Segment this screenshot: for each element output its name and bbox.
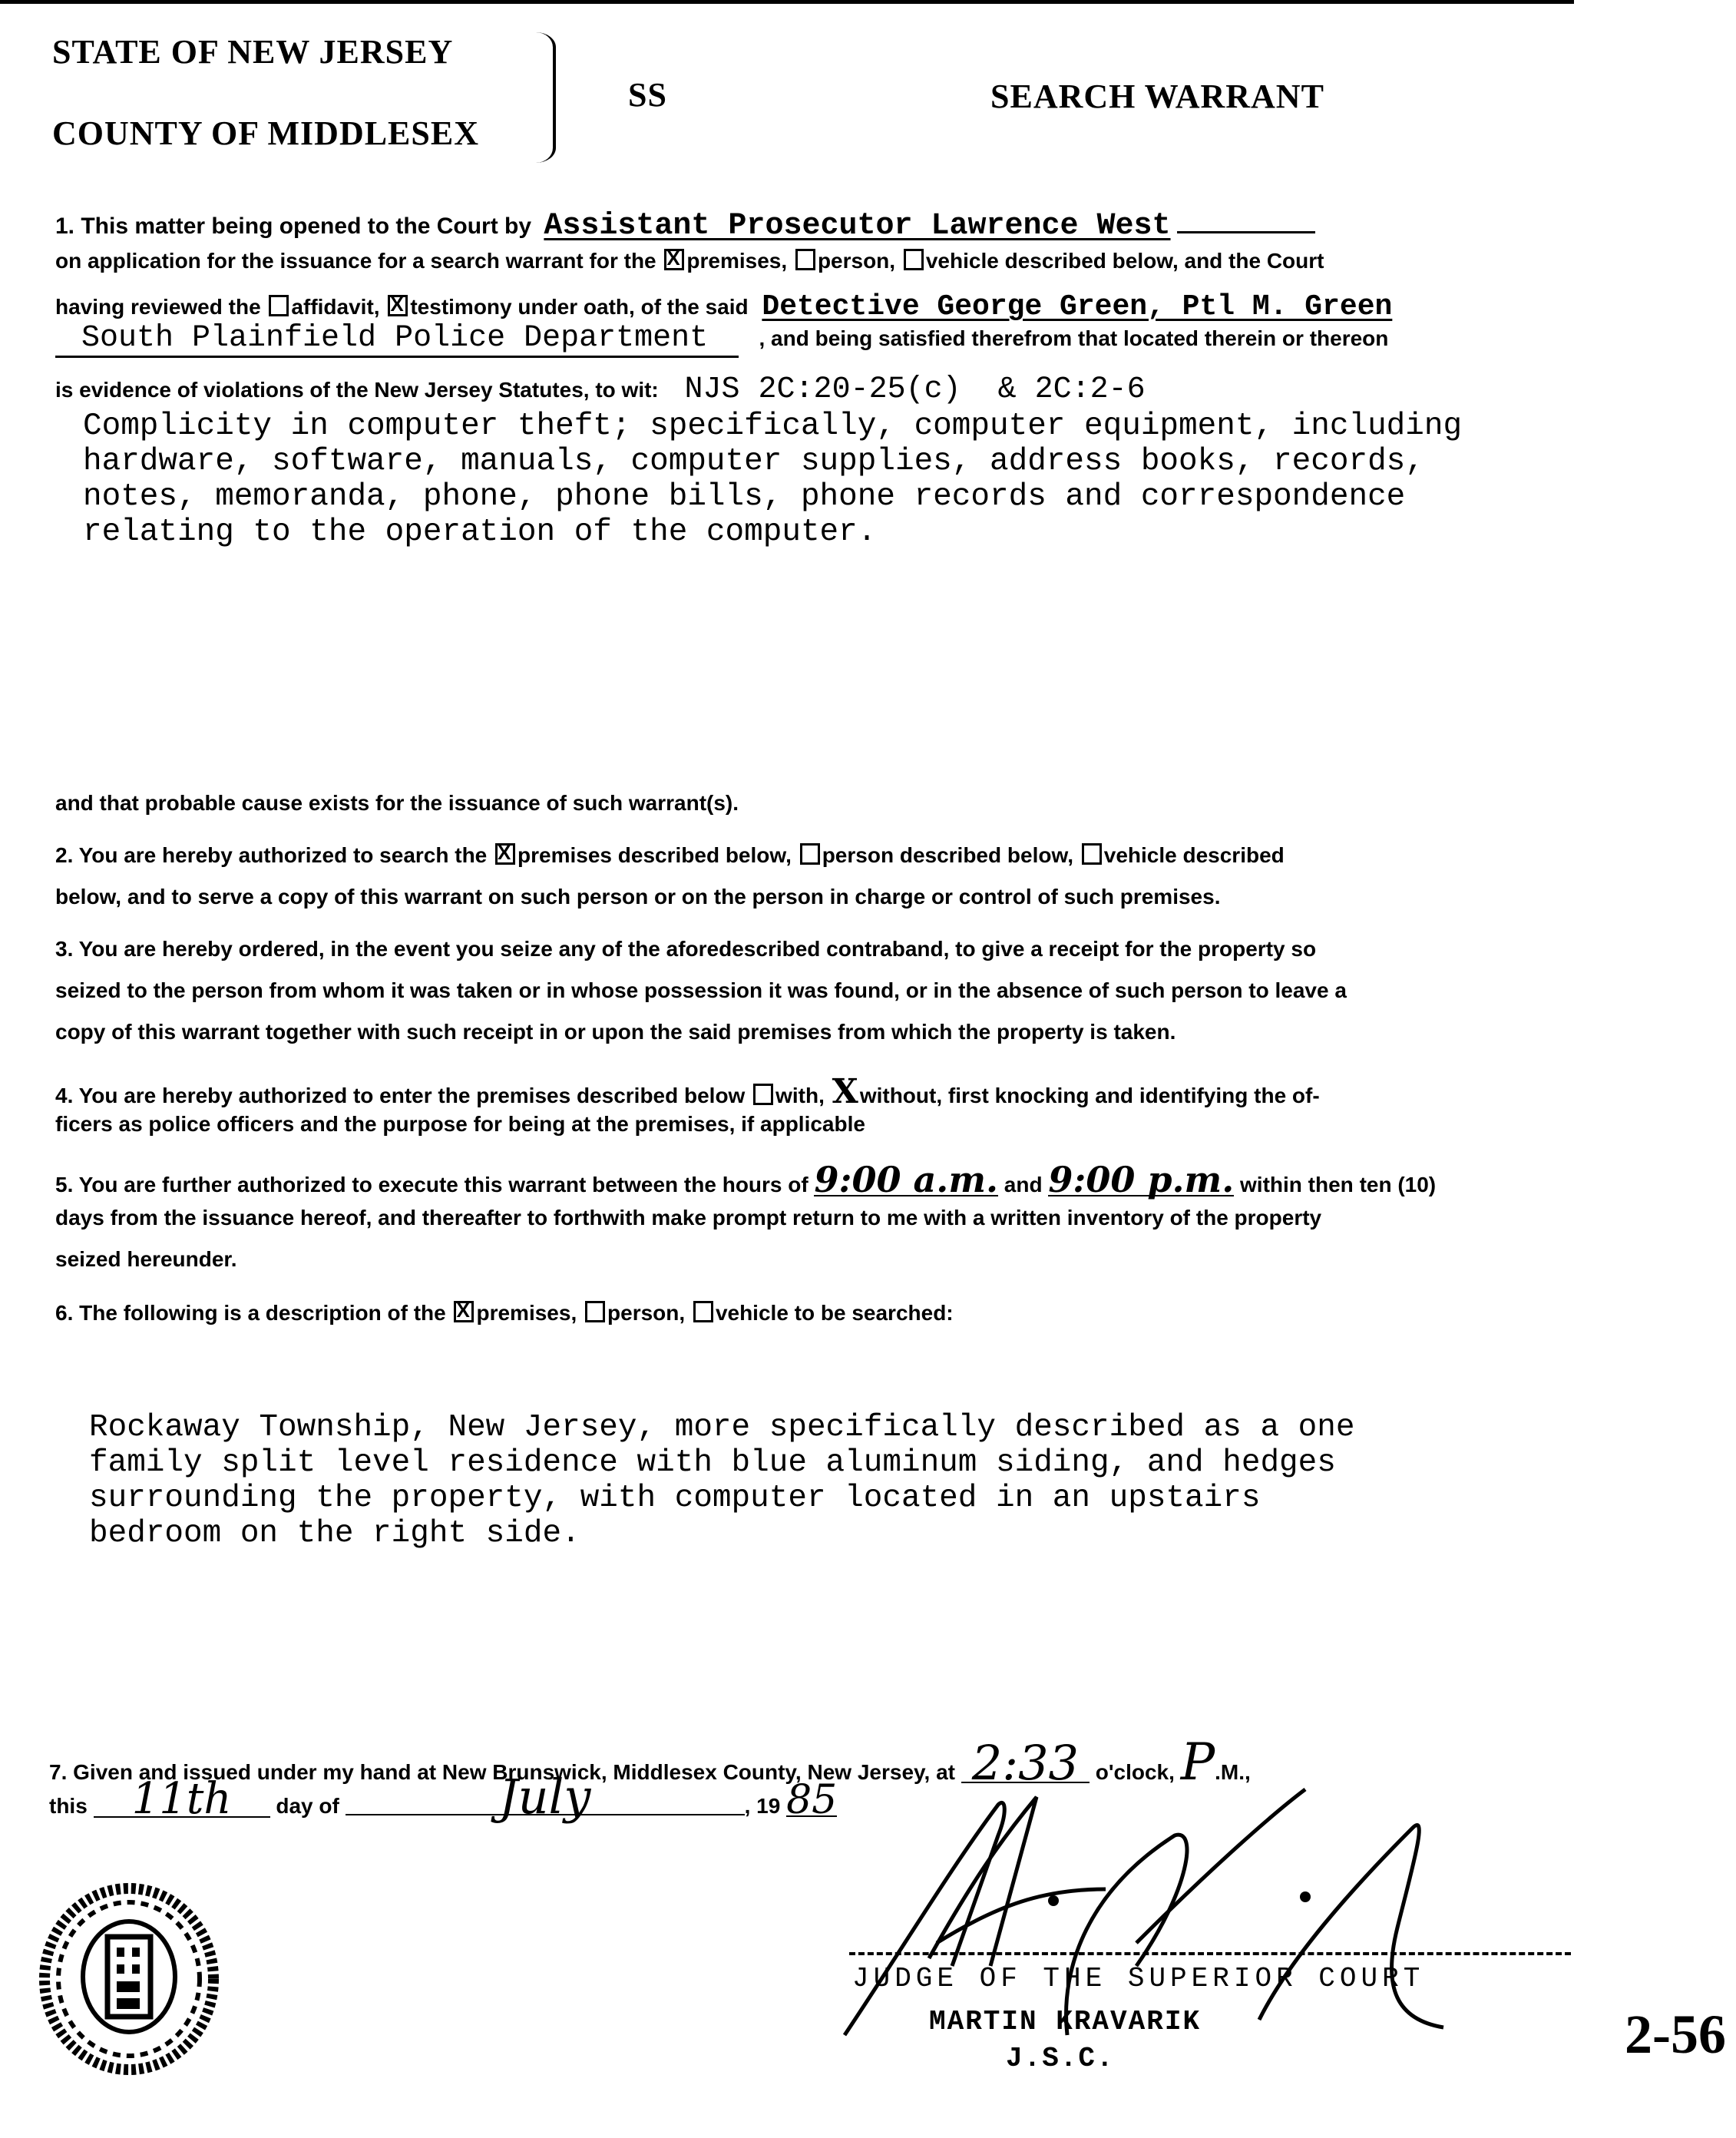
- judge-title: JUDGE OF THE SUPERIOR COURT: [852, 1963, 1425, 1994]
- year-field[interactable]: 85: [786, 1777, 838, 1823]
- p4-with-label: with,: [775, 1084, 825, 1107]
- meridiem-field[interactable]: P: [1180, 1733, 1215, 1792]
- p2-premises-checkbox[interactable]: [495, 843, 515, 865]
- year-prefix: , 19: [744, 1794, 781, 1818]
- para7-text: 7. Given and issued under my hand at New Brunswick, Middlesex County, New Jersey, at: [49, 1760, 955, 1784]
- p2-person-label: person described below,: [822, 843, 1073, 867]
- para6-text: 6. The following is a description of the: [55, 1301, 446, 1325]
- county-heading: COUNTY OF MIDDLESEX: [52, 114, 480, 152]
- p2-person-checkbox[interactable]: [800, 843, 820, 865]
- para1-closing: and that probable cause exists for the issuance of such warrant(s).: [55, 791, 739, 815]
- from-time-field[interactable]: 9:00 a.m.: [814, 1159, 999, 1200]
- para4-line1: [55, 1072, 1320, 1111]
- evidence-line: hardware, software, manuals, computer supplies, address books, records,: [83, 444, 1424, 479]
- p2-vehicle-checkbox[interactable]: [1082, 843, 1102, 865]
- p4-without-mark[interactable]: X: [832, 1072, 858, 1111]
- para5-and: and: [1004, 1173, 1043, 1196]
- ss-label: SS: [628, 76, 667, 114]
- header-brace: [536, 32, 556, 163]
- para1-line1: [55, 209, 1315, 243]
- evidence-line: relating to the operation of the computer.: [83, 515, 877, 550]
- p1-affidavit-label: affidavit,: [291, 295, 380, 319]
- state-heading: STATE OF NEW JERSEY: [52, 33, 454, 71]
- description-line: surrounding the property, with computer located in an upstairs: [89, 1481, 1261, 1516]
- para1-line4-text: , and being satisfied therefrom that located therein or thereon: [759, 326, 1389, 350]
- para3-line: 3. You are hereby ordered, in the event you seize any of the aforedescribed contraband, to give a receipt for the property so: [55, 937, 1317, 961]
- description-line: bedroom on the right side.: [89, 1516, 580, 1551]
- para1-line5-text: is evidence of violations of the New Jersey Statutes, to wit:: [55, 378, 659, 402]
- statutes-field[interactable]: NJS 2C:20-25(c) & 2C:2-6: [684, 372, 1146, 407]
- para4-text: 4. You are hereby authorized to enter the premises described below: [55, 1084, 746, 1107]
- para3-line: copy of this warrant together with such receipt in or upon the said premises from which the property is taken.: [55, 1020, 1176, 1044]
- top-border-rule: [0, 0, 1574, 4]
- day-field[interactable]: 11th: [94, 1782, 270, 1818]
- evidence-line: Complicity in computer theft; specifically, computer equipment, including: [83, 409, 1463, 444]
- description-line: family split level residence with blue aluminum siding, and hedges: [89, 1445, 1336, 1481]
- day-of-label: day of: [276, 1794, 339, 1818]
- para1-line2-text: on application for the issuance for a search warrant for the: [55, 249, 656, 273]
- para2-line2: below, and to serve a copy of this warrant on such person or on the person in charge or control of such premises.: [55, 885, 1221, 908]
- para1-line4: [55, 321, 1388, 358]
- meridiem-suffix: .M.,: [1215, 1760, 1251, 1784]
- judge-name: MARTIN KRAVARIK: [929, 2006, 1202, 2037]
- p6-person-label: person,: [607, 1301, 686, 1325]
- para5-post: within then ten (10): [1240, 1173, 1437, 1196]
- applicant-blank: [1177, 231, 1315, 233]
- para2-text: 2. You are hereby authorized to search the: [55, 843, 488, 867]
- p4-with-checkbox[interactable]: [753, 1084, 773, 1105]
- p1-affidavit-checkbox[interactable]: [269, 295, 289, 316]
- oclock-label: o'clock,: [1095, 1760, 1175, 1784]
- p1-testimony-label: testimony under oath, of the said: [410, 295, 749, 319]
- this-label: this: [49, 1794, 88, 1818]
- para6-line1: [55, 1301, 954, 1325]
- para5-line3: seized hereunder.: [55, 1247, 237, 1271]
- premises-description[interactable]: [89, 1410, 1354, 1551]
- para2-line1: [55, 843, 1285, 868]
- p6-premises-checkbox[interactable]: [454, 1301, 474, 1322]
- signature-line: [849, 1952, 1571, 1955]
- evidence-line: notes, memoranda, phone, phone bills, phone records and correspondence: [83, 479, 1406, 515]
- p1-vehicle-label: vehicle described below, and the Court: [925, 249, 1324, 273]
- para3-line: seized to the person from whom it was taken or in whose possession it was found, or in the absence of such person to leave a: [55, 978, 1347, 1002]
- p1-vehicle-checkbox[interactable]: [904, 249, 924, 270]
- month-field[interactable]: July: [346, 1780, 745, 1815]
- p6-vehicle-label: vehicle to be searched:: [715, 1301, 954, 1325]
- para1-intro: 1. This matter being opened to the Court by: [55, 213, 532, 239]
- p2-premises-label: premises described below,: [517, 843, 792, 867]
- p1-premises-label: premises,: [686, 249, 788, 273]
- page-number: 2-56: [1625, 2004, 1726, 2065]
- para5-line1: [55, 1159, 1437, 1200]
- para1-line3: [55, 290, 1392, 323]
- p6-premises-label: premises,: [476, 1301, 577, 1325]
- p1-person-label: person,: [817, 249, 896, 273]
- judge-suffix: J.S.C.: [1006, 2043, 1115, 2074]
- p6-vehicle-checkbox[interactable]: [693, 1301, 713, 1322]
- to-time-field[interactable]: 9:00 p.m.: [1048, 1159, 1235, 1200]
- para4-line2: ficers as police officers and the purpose for being at the premises, if applicable: [55, 1112, 865, 1136]
- document-title: SEARCH WARRANT: [990, 78, 1324, 115]
- evidence-description[interactable]: [83, 409, 1462, 550]
- para1-line3-text: having reviewed the: [55, 295, 261, 319]
- court-seal-icon: [37, 1883, 221, 2075]
- p1-premises-checkbox[interactable]: [664, 249, 684, 270]
- p1-testimony-checkbox[interactable]: [388, 295, 408, 316]
- applicant-field[interactable]: Assistant Prosecutor Lawrence West: [544, 209, 1171, 243]
- para1-line2: [55, 249, 1324, 273]
- p2-vehicle-label: vehicle described: [1103, 843, 1285, 867]
- p4-without-label: without, first knocking and identifying the of-: [859, 1084, 1320, 1107]
- p1-person-checkbox[interactable]: [795, 249, 815, 270]
- para1-line5: [55, 372, 1146, 407]
- department-field[interactable]: South Plainfield Police Department: [81, 321, 709, 356]
- para5-line2: days from the issuance hereof, and thereafter to forthwith make prompt return to me with a written inventory of the property: [55, 1206, 1322, 1230]
- para5-text: 5. You are further authorized to execute this warrant between the hours of: [55, 1173, 808, 1196]
- description-line: Rockaway Township, New Jersey, more specifically described as a one: [89, 1410, 1355, 1445]
- issue-time-field[interactable]: 2:33: [961, 1745, 1090, 1783]
- p6-person-checkbox[interactable]: [585, 1301, 605, 1322]
- witness-field[interactable]: Detective George Green, Ptl M. Green: [762, 290, 1393, 323]
